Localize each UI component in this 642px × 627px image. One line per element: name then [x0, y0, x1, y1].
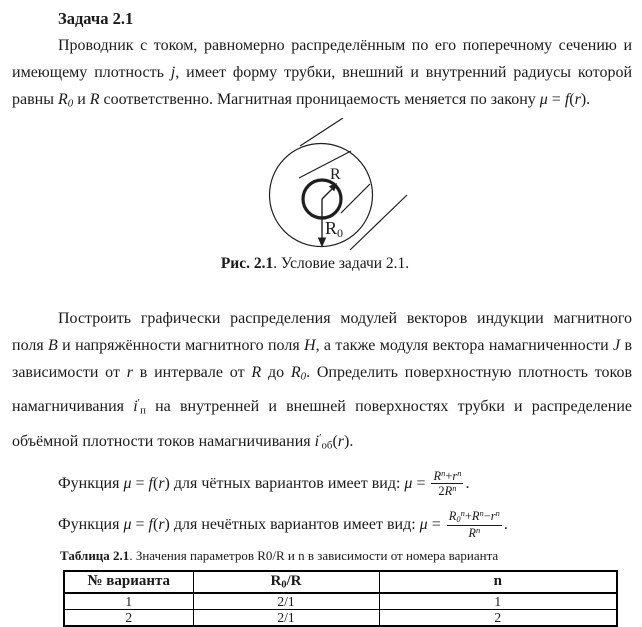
problem-title: Задача 2.1 [58, 9, 134, 28]
table-cell: 2/1 [193, 609, 379, 626]
tube-outer-circle [270, 143, 373, 246]
formula-odd-variants: Функция μ = f(r) для нечётных вариантов имеет вид: μ = $\frac{R_0^n+R^n-r^n}{R^n}$ . [58, 508, 508, 541]
table-cell: 2 [64, 609, 193, 626]
radius-R-label: R [330, 165, 341, 183]
tube-cross-section-drawing [231, 118, 451, 253]
tube-inner-edge-upper-line [299, 151, 351, 178]
tube-inner-edge-lower-line [341, 184, 370, 213]
column-header: n [379, 571, 617, 593]
task-paragraph: Построить графически распределения модулей векторов индукции магнитного поля B и напряжённости магнитного поля H, а также модуля вектора намагниченности J в зависимости от r в интервале от R до $R_0$. Определить поверхностную плотность токов намагничивания $i'_п$ на внутренней и внешней поверхностях трубки и распределение объёмной плотности токов намагничивания $i'_{об}(r)$. [12, 309, 633, 452]
column-header: № варианта [64, 571, 193, 593]
radius-R-arrow [322, 183, 337, 199]
tube-outer-edge-top-line [300, 118, 343, 146]
formula-even-variants: Функция μ = f(r) для чётных вариантов имеет вид: μ = $\frac{R^n+r^n}{2R^n}$ . [58, 468, 470, 499]
table-caption: Таблица 2.1. Значения параметров R0/R и n в зависимости от номера варианта [60, 547, 499, 563]
table-row [64, 609, 617, 626]
table-cell: 2 [379, 609, 617, 626]
column-header: $R_0/R$ [193, 571, 379, 593]
table-cell: 1 [379, 593, 617, 610]
intro-paragraph: Проводник с током, равномерно распределённым по его поперечному сечению и имеющему плотность j, имеет форму трубки, внешний и внутренний радиусы которой равны $R_0$ и R соответственно. Магнитная проницаемость меняется по закону μ = f(r). [12, 37, 633, 110]
variants-table [63, 570, 618, 627]
table-body [64, 593, 617, 626]
figure-caption: Рис. 2.1. Условие задачи 2.1. [220, 254, 410, 272]
table-cell: 2/1 [193, 593, 379, 610]
figure-2-1 [12, 118, 632, 253]
table-row [64, 593, 617, 610]
table-header-row [64, 571, 617, 593]
radius-R0-label-subscript: 0 [337, 225, 344, 240]
tube-outer-edge-bottom-line [350, 195, 407, 250]
radius-R0-label: R0 [325, 217, 344, 240]
table-cell: 1 [64, 593, 193, 610]
